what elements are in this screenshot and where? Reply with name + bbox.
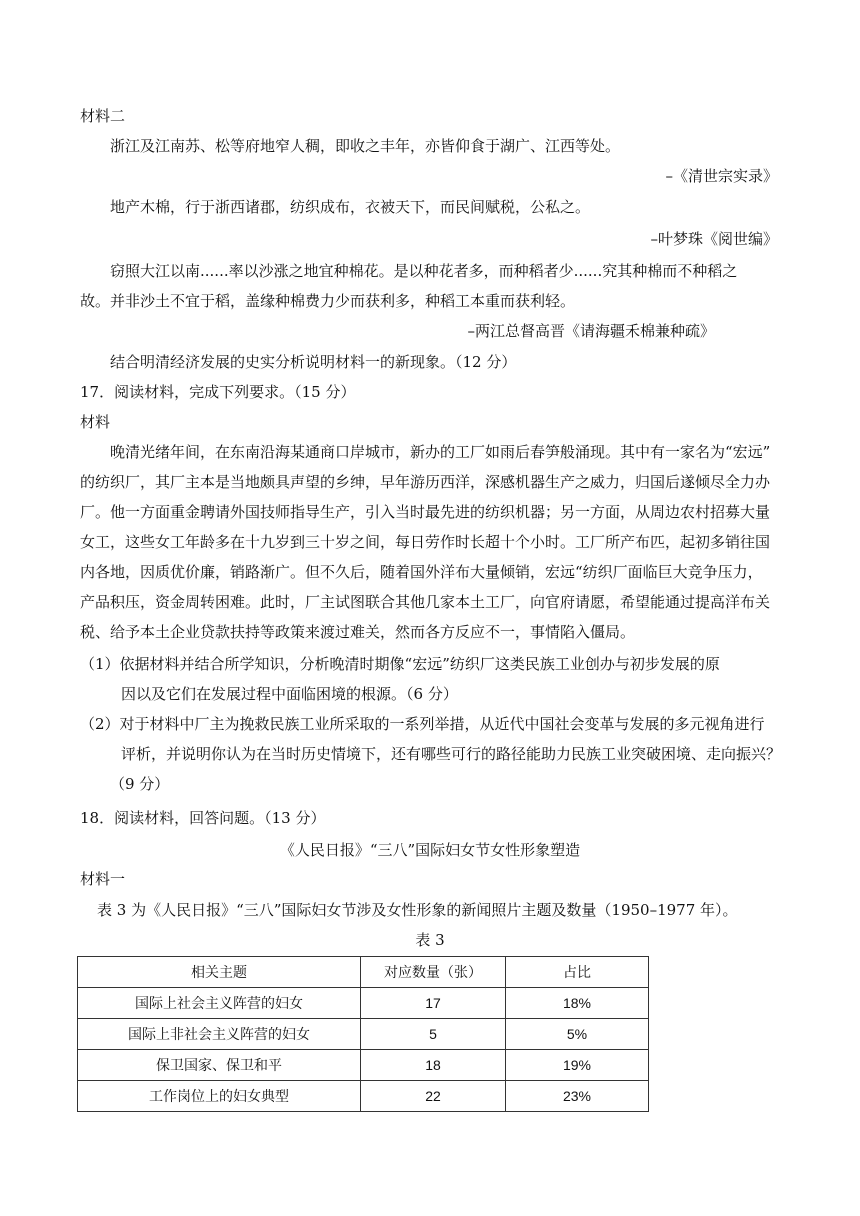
q17-para-line: 税、给予本土企业贷款扶持等政策来渡过难关，然而各方反应不一，事情陷入僵局。 bbox=[80, 623, 636, 641]
table-cell-share: 23% bbox=[506, 1081, 649, 1112]
q17-sub2-line-2: 评析，并说明你认为在当时历史情境下，还有哪些可行的路径能助力民族工业突破困境、走向振兴？ bbox=[121, 745, 782, 763]
material2-label: 材料二 bbox=[80, 107, 126, 125]
table-cell-theme: 国际上非社会主义阵营的妇女 bbox=[78, 1019, 361, 1050]
quote-2: 地产木棉，行于浙西诸郡，纺织成布，衣被天下，而民间赋税，公私之。 bbox=[110, 198, 591, 216]
table-header-cell: 占比 bbox=[506, 957, 649, 988]
theme-count-table bbox=[77, 956, 649, 1112]
table-cell-theme: 工作岗位上的妇女典型 bbox=[78, 1081, 361, 1112]
table-cell-share: 5% bbox=[506, 1019, 649, 1050]
table-row bbox=[78, 1081, 649, 1112]
q17-para-line: 的纺织厂，其厂主本是当地颇具声望的乡绅，早年游历西洋，深感机器生产之威力，归国后遂倾尽全力办 bbox=[80, 473, 771, 491]
quote-3-line-2: 故。并非沙土不宜于稻，盖缘种棉费力少而获利多，种稻工本重而获利轻。 bbox=[80, 292, 576, 310]
table-header-row bbox=[78, 957, 649, 988]
q18-material1-label: 材料一 bbox=[80, 870, 126, 888]
table-cell-count: 5 bbox=[361, 1019, 506, 1050]
table-row bbox=[78, 1019, 649, 1050]
q18-heading: 《人民日报》“三八”国际妇女节女性形象塑造 bbox=[279, 841, 581, 859]
q17-para-line: 晚清光绪年间，在东南沿海某通商口岸城市，新办的工厂如雨后春笋般涌现。其中有一家名为“宏远” bbox=[110, 443, 771, 461]
table-caption: 表 3 bbox=[415, 931, 445, 949]
q16-task: 结合明清经济发展的史实分析说明材料一的新现象。（12 分） bbox=[110, 353, 517, 371]
q17-sub2-line-1: （2）对于材料中厂主为挽救民族工业所采取的一系列举措，从近代中国社会变革与发展的多元视角进行 bbox=[80, 715, 765, 733]
q17-material-label: 材料 bbox=[80, 413, 111, 431]
source-1: –《清世宗实录》 bbox=[665, 167, 778, 185]
q17-title: 17．阅读材料，完成下列要求。（15 分） bbox=[80, 383, 356, 401]
table-row bbox=[78, 1050, 649, 1081]
table-cell-count: 18 bbox=[361, 1050, 506, 1081]
table-row bbox=[78, 988, 649, 1019]
source-2: –叶梦珠《阅世编》 bbox=[650, 230, 778, 248]
table-cell-count: 17 bbox=[361, 988, 506, 1019]
table-cell-theme: 保卫国家、保卫和平 bbox=[78, 1050, 361, 1081]
q18-title: 18．阅读材料，回答问题。（13 分） bbox=[80, 809, 326, 827]
q18-intro: 表 3 为《人民日报》“三八”国际妇女节涉及女性形象的新闻照片主题及数量（1950–1977 年）。 bbox=[97, 901, 738, 919]
table-cell-theme: 国际上社会主义阵营的妇女 bbox=[78, 988, 361, 1019]
q17-para-line: 内各地，因质优价廉，销路渐广。但不久后，随着国外洋布大量倾销，宏远“纺织厂面临巨大竞争压力， bbox=[80, 563, 763, 581]
table-header-cell: 对应数量（张） bbox=[361, 957, 506, 988]
table-header-cell: 相关主题 bbox=[78, 957, 361, 988]
q17-para-line: 女工，这些女工年龄多在十九岁到三十岁之间，每日劳作时长超十个小时。工厂所产布匹，起初多销往国 bbox=[80, 533, 771, 551]
table-cell-share: 18% bbox=[506, 988, 649, 1019]
table-cell-count: 22 bbox=[361, 1081, 506, 1112]
q17-para-line: 厂。他一方面重金聘请外国技师指导生产，引入当时最先进的纺织机器；另一方面，从周边农村招募大量 bbox=[80, 503, 771, 521]
quote-3-line-1: 窃照大江以南......率以沙涨之地宜种棉花。是以种花者多，而种稻者少......究其种棉而不种稻之 bbox=[110, 262, 738, 280]
q17-sub2-line-3: （9 分） bbox=[110, 775, 170, 793]
q17-sub1-line-1: （1）依据材料并结合所学知识，分析晚清时期像“宏远”纺织厂这类民族工业创办与初步发展的原 bbox=[80, 655, 720, 673]
q17-sub1-line-2: 因以及它们在发展过程中面临困境的根源。（6 分） bbox=[121, 685, 458, 703]
q17-para-line: 产品积压，资金周转困难。此时，厂主试图联合其他几家本土工厂，向官府请愿，希望能通过提高洋布关 bbox=[80, 593, 771, 611]
source-3: –两江总督高晋《请海疆禾棉兼种疏》 bbox=[467, 322, 715, 340]
table-cell-share: 19% bbox=[506, 1050, 649, 1081]
quote-1: 浙江及江南苏、松等府地窄人稠，即收之丰年，亦皆仰食于湖广、江西等处。 bbox=[110, 137, 621, 155]
